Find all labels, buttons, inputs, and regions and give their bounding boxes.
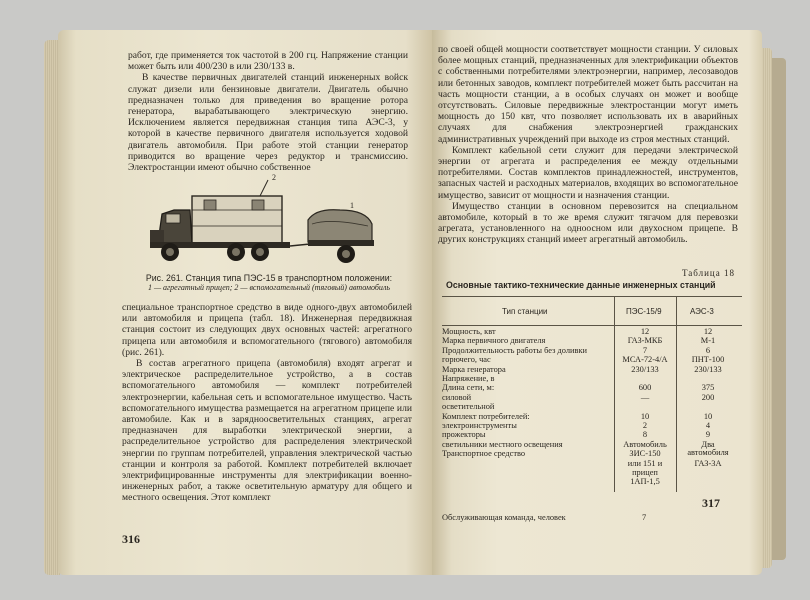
left-bottom-text [122,302,412,504]
row-value-1: Автомобиль [623,439,667,449]
row-value-2: 4 [705,421,711,430]
row-label: Комплект потребителей: [442,412,530,421]
row-value-1: МСА-72-4/А [622,355,668,365]
header-pes: ПЭС-15/9 [626,307,662,316]
row-value-1: 12 [640,327,650,336]
row-label: светильники местного освещения [442,440,563,449]
page-number-left: 316 [122,532,140,546]
row-value-1: 10 [640,411,650,421]
row-value-2: 10 [703,411,713,421]
row-label: электроинструменты [442,422,517,430]
row-label: прожекторы [442,431,486,440]
row-value-2: 12 [703,327,713,336]
row-value-1: 230/133 [631,364,659,374]
row-value-2: М-1 [700,336,716,346]
row-value-1: 8 [642,430,648,440]
row-value-2: Два автомобиля [687,439,729,458]
row-value-2: ГАЗ-3А [694,458,722,468]
row-value-2: ПНТ-100 [691,355,725,365]
table-header [442,296,742,326]
row-value-1: 7 [642,513,647,522]
row-label: Транспортное средство [442,450,526,459]
row-value-1: — [640,392,650,402]
row-label: Длина сети, м: [442,384,495,393]
left-page [58,30,436,575]
header-aes: АЭС-3 [690,307,714,316]
right-text [438,44,738,246]
caption-subtitle: 1 — агрегатный прицеп; 2 — вспомогательный (тяговый) автомобиль [147,283,391,292]
row-value-1: ЗИС-150 [629,449,661,459]
table-divider [676,296,677,492]
paragraph: В состав агрегатного прицепа (автомобиля) входят агрегат и электрическое распределительное устройство, а в состав вспомогательного автомобиля — комплект потребителей электроэнергии, кабельная сеть и вспомогательное имущество. Часть вспомогательного имущества размещается на агрегатном прицепе или автомобиле. Как и в зарядноосветительных станциях, агрегат предназначен для выработки электрической энергии, а распределительное устройство для распределения электрической энергии по группам потребителей, управления электрической частью станции и контроля за работой. Комплект потребителей включает электрифицированные инструменты для электрификации военно-инженерных работ, а также осветительную арматуру для общего и местного освещения. Этот комплект [122,358,412,504]
row-label: Марка первичного двигателя [442,337,546,346]
row-value-2: 6 [705,345,711,355]
caption-title: Рис. 261. Станция типа ПЭС-15 в транспортном положении: [145,273,393,283]
figure-label-2: 2 [272,173,276,182]
row-value-2: 230/133 [694,364,722,374]
row-value-1: или 151 и [627,458,663,468]
paragraph: Имущество станции в основном перевозится на специальном автомобиле, который в то же время служит тягачом для перевозки агрегата, установленного на одноосном или двухосном прицепе. В других конструкциях станций имеет агрегатный автомобиль. [438,200,738,246]
row-value-1: ГАЗ-МКБ [627,336,663,346]
row-value-2: 375 [701,383,715,393]
paragraph: специальное транспортное средство в виде одного-двух автомобилей или автомобиля и прицепа (табл. 18). Инженерная передвижная станция состоит из следующих двух основных частей: агрегатного прицепа или автомобиля и вспомогательного (тягового) автомобиля (рис. 261). [122,302,412,358]
table-divider [614,296,615,492]
page-number-right: 317 [702,496,720,510]
row-value-1: 7 [642,345,648,355]
row-label: Мощность, квт [442,328,496,336]
left-top-text [128,50,408,173]
paragraph: Комплект кабельной сети служит для передачи электрической энергии от агрегата и распределения ее между отдельными потребителями. Состав комплектов принадлежностей, инструментов, запасных частей и расходных материалов, входящих во вспомогательное имущество, зависит от мощности и назначения станции. [438,144,738,201]
paragraph: В качестве первичных двигателей станций инженерных войск служат дизели или бензиновые двигатели. Двигатель обычно предназначен только для приведения во вращение ротора генератора, вырабатывающего электрическую энергию. Исключением является передвижная станция типа АЭС-3, у которой в качестве первичного двигателя используется ходовой двигатель автомобиля. При работе этой станции генератор приводится во вращение через редуктор и трансмиссию. Электростанции имеют обычно собственное [128,72,408,174]
row-value-1: прицеп [632,468,658,477]
row-value-1: 1АП-1,5 [630,477,660,487]
figure-caption [124,273,414,293]
row-label: Напряжение, в [442,375,495,383]
right-page [432,30,762,575]
row-label: Продолжительность работы без доливки [442,346,588,355]
row-label: Обслуживающая команда, человек [442,513,566,522]
table-label: Таблица 18 [682,268,735,278]
header-type: Тип станции [502,307,548,316]
row-value-1: 2 [642,421,648,430]
row-value-1: 600 [638,383,652,393]
paragraph: по своей общей мощности соответствует мощности станции. У силовых более мощных станций, предназначенных для электрификации объектов с собственными потребителями электроэнергии, например, лесозаводов или бетонных заводов, комплект потребителей может быть рассчитан на часть мощности станции, а в особых случаях он может и вообще отсутствовать. Силовые передвижные электростанции могут иметь мощность до 150 квт, что позволяет использовать их в аварийных случаях для снабжения электроэнергией гражданских административных учреждений при выходе из строя местных станций. [438,44,738,145]
figure-label-1: 1 [350,201,354,210]
table-title: Основные тактико-технические данные инженерных станций [446,280,716,290]
row-label: Марка генератора [442,365,506,374]
row-label: горючего, час [442,356,491,365]
row-value-2: 9 [705,430,711,440]
truck-figure [140,170,380,272]
row-value-2: 200 [701,392,715,402]
row-label: силовой [442,393,472,402]
row-label: осветительной [442,403,495,412]
truck-illustration [150,180,374,263]
paragraph: работ, где применяется ток частотой в 200 гц. Напряжение станции может быть или 400/230 в или 230/133 в. [128,50,408,73]
